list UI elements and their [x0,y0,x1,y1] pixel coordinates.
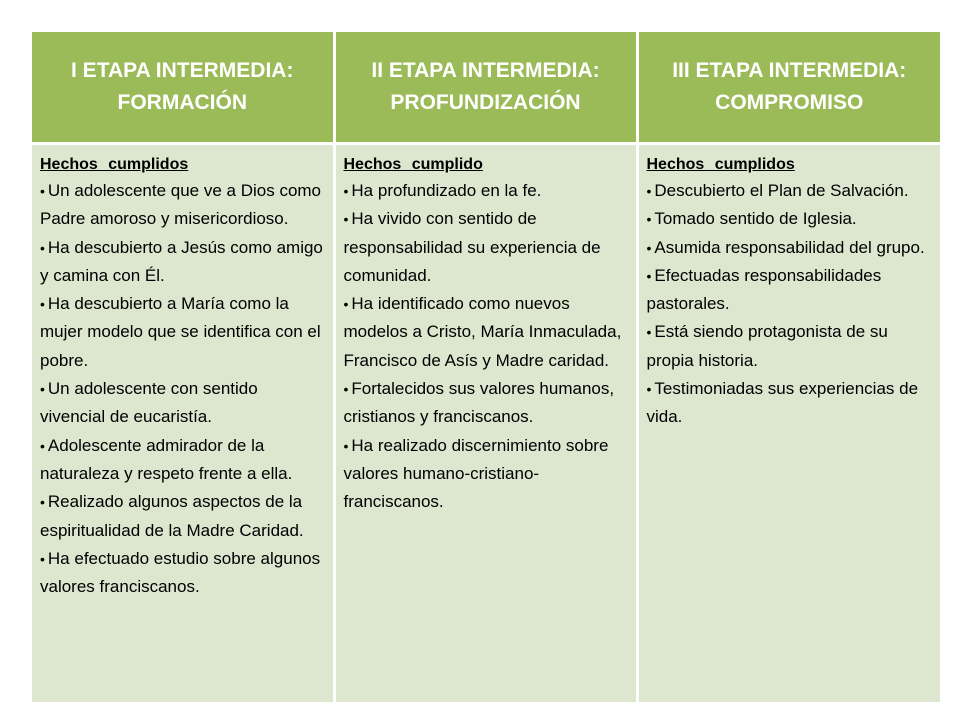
stage-3-cell [637,144,940,703]
stage-2-cell [334,144,637,703]
header-row [32,32,940,144]
list-item [40,177,327,234]
stage-1-list [40,177,327,601]
bullet-icon: • [40,296,45,313]
stage-2-title-line1: II ETAPA INTERMEDIA: [371,59,600,82]
list-item [344,290,630,375]
list-item-text: Ha descubierto a Jesús como amigo y camina con Él. [40,237,323,285]
bullet-icon: • [343,211,349,228]
bullet-icon: • [343,381,349,398]
list-item-text: Ha efectuado estudio sobre algunos valores franciscanos. [40,548,321,597]
list-item-text: Fortalecidos sus valores humanos, cristianos y franciscanos. [343,379,615,427]
list-item [647,177,935,205]
list-item [647,318,935,375]
bullet-icon: • [646,267,652,284]
stage-3-title-line1: III ETAPA INTERMEDIA: [672,59,907,82]
bullet-icon: • [343,183,349,199]
list-item-text: Adolescente admirador de la naturaleza y respeto frente a ella. [40,435,293,483]
bullet-icon: • [40,494,45,511]
stage-2-list [344,177,630,517]
stage-3-heading: Hechos cumplidos [646,156,795,173]
list-item-text: Testimoniadas sus experiencias de vida. [646,379,919,427]
list-item [40,375,327,432]
stage-1-heading: Hechos cumplidos [40,156,189,173]
list-item [40,234,327,291]
list-item [647,262,935,319]
list-item [40,432,327,489]
bullet-icon: • [646,211,652,228]
bullet-icon: • [646,324,652,341]
list-item-text: Un adolescente que ve a Dios como Padre amoroso y misericordioso. [40,181,322,229]
list-item [40,545,327,602]
bullet-icon: • [646,381,652,398]
stage-2-header [334,32,637,144]
list-item-text: Ha realizado discernimiento sobre valores humano-cristiano-franciscanos. [343,435,609,512]
list-item-text: Tomado sentido de Iglesia. [654,209,857,229]
content-row [32,144,940,703]
stage-1-title-line2: FORMACIÓN [117,91,247,114]
list-item-text: Realizado algunos aspectos de la espiritualidad de la Madre Caridad. [40,492,304,540]
stage-1-title-line1: I ETAPA INTERMEDIA: [71,59,294,82]
list-item [344,177,630,205]
list-item-text: Está siendo protagonista de su propia historia. [646,322,888,370]
bullet-icon: • [40,437,45,454]
list-item [647,205,935,233]
stage-1-cell [32,144,334,703]
stage-3-header [637,32,940,144]
stages-table [32,32,940,702]
list-item-text: Un adolescente con sentido vivencial de eucaristía. [40,379,258,427]
bullet-icon: • [343,437,349,454]
bullet-icon: • [40,239,45,256]
list-item [344,205,630,290]
stage-3-title-line2: COMPROMISO [715,91,864,114]
stage-3-list [647,177,935,432]
list-item [344,375,630,432]
bullet-icon: • [646,183,652,199]
list-item-text: Ha identificado como nuevos modelos a Cristo, María Inmaculada, Francisco de Asís y Madre caridad. [343,294,622,370]
list-item-text: Descubierto el Plan de Salvación. [654,181,909,200]
stage-2-heading: Hechos cumplido [343,156,483,173]
list-item-text: Efectuadas responsabilidades pastorales. [646,265,882,314]
list-item-text: Ha vivido con sentido de responsabilidad su experiencia de comunidad. [343,209,601,285]
bullet-icon: • [40,183,45,199]
bullet-icon: • [40,550,45,567]
list-item [647,234,935,262]
list-item [344,432,630,517]
bullet-icon: • [40,381,45,398]
list-item-text: Ha profundizado en la fe. [351,181,542,200]
stage-2-title-line2: PROFUNDIZACIÓN [390,91,581,114]
list-item [647,375,935,432]
stage-1-header [32,32,334,144]
list-item-text: Ha descubierto a María como la mujer modelo que se identifica con el pobre. [40,294,321,370]
bullet-icon: • [343,296,349,313]
list-item [40,488,327,545]
bullet-icon: • [646,239,652,256]
list-item-text: Asumida responsabilidad del grupo. [654,237,925,257]
list-item [40,290,327,375]
